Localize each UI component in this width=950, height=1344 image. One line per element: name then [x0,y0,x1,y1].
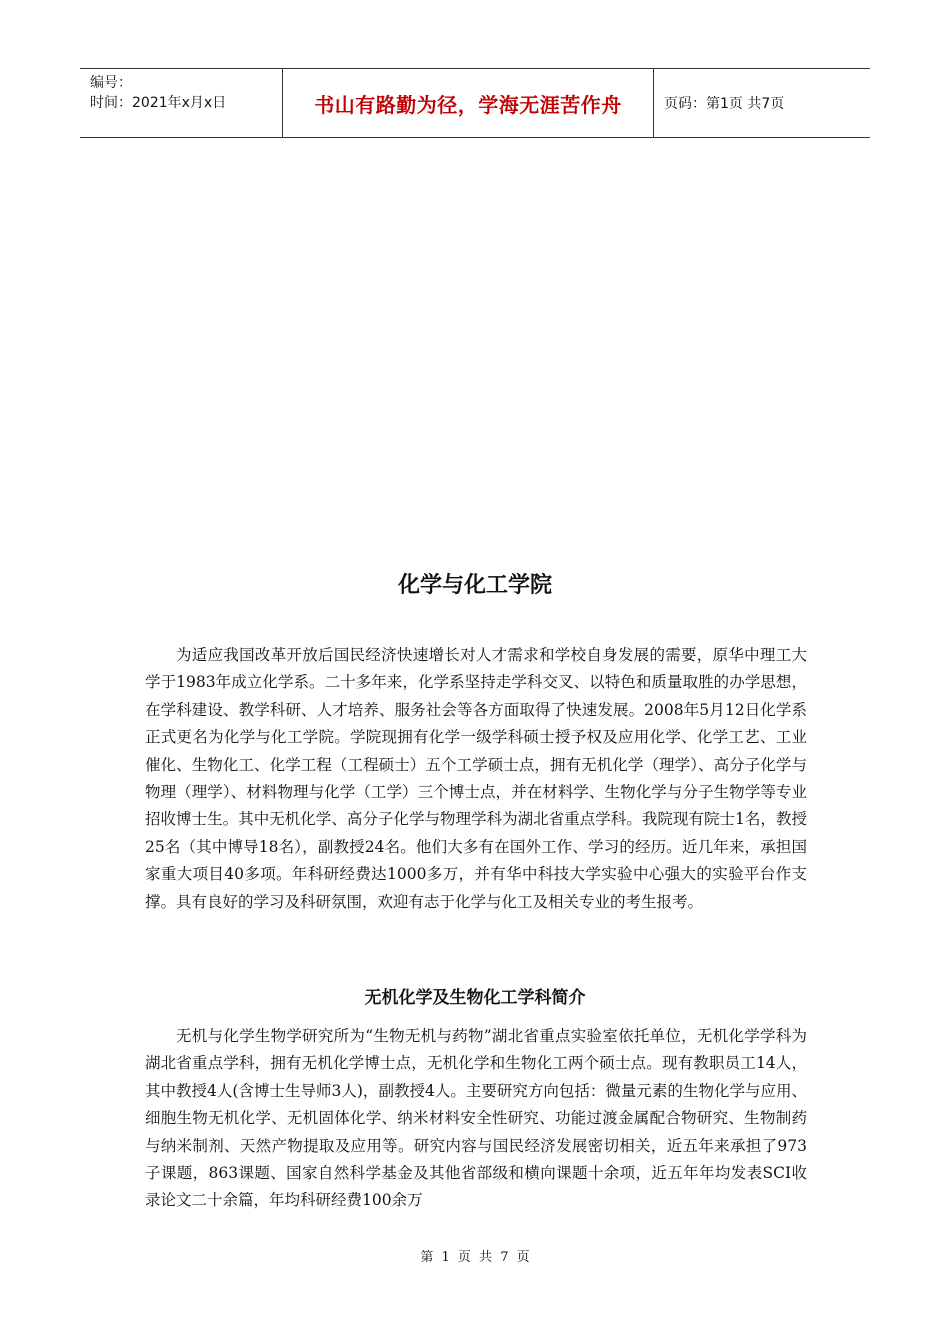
header-meta [80,69,282,137]
header-motto-cell [282,69,654,137]
section-paragraph: 无机与化学生物学研究所为“生物无机与药物”湖北省重点实验室依托单位，无机化学学科为湖北省重点学科，拥有无机化学博士点，无机化学和生物化工两个硕士点。现有教职员工14人，其中教授4人(含博士生导师3人)，副教授4人。主要研究方向包括：微量元素的生物化学与应用、细胞生物无机化学、无机固体化学、纳米材料安全性研究、功能过渡金属配合物研究、生物制药与纳米制剂、天然产物提取及应用等。研究内容与国民经济发展密切相关，近五年来承担了973子课题，863课题、国家自然科学基金及其他省部级和横向课题十余项，近五年年均发表SCI收录论文二十余篇，年均科研经费100余万 [145,1027,807,1210]
header-page-info [654,69,870,137]
section-subtitle: 无机化学及生物化工学科简介 [364,988,586,1008]
page-info-text: 页码：第1页 共7页 [664,96,785,112]
header-motto: 书山有路勤为径，学海无涯苦作舟 [314,92,622,117]
page-footer: 第 1 页 共 7 页 [420,1250,530,1265]
date-label: 时间：2021年x月x日 [90,95,227,111]
document-title: 化学与化工学院 [397,573,552,598]
serial-number-label: 编号： [90,75,132,91]
document-header [80,68,870,138]
intro-paragraph: 为适应我国改革开放后国民经济快速增长对人才需求和学校自身发展的需要，原华中理工大学于1983年成立化学系。二十多年来，化学系坚持走学科交叉、以特色和质量取胜的办学思想，在学科建设、教学科研、人才培养、服务社会等各方面取得了快速发展。2008年5月12日化学系正式更名为化学与化工学院。学院现拥有化学一级学科硕士授予权及应用化学、化学工艺、工业催化、生物化工、化学工程（工程硕士）五个工学硕士点，拥有无机化学（理学）、高分子化学与物理（理学）、材料物理与化学（工学）三个博士点，并在材料学、生物化学与分子生物学等专业招收博士生。其中无机化学、高分子化学与物理学科为湖北省重点学科。我院现有院士1名，教授25名（其中博导18名），副教授24名。他们大多有在国外工作、学习的经历。近几年来，承担国家重大项目40多项。年科研经费达1000多万，并有华中科技大学实验中心强大的实验平台作支撑。具有良好的学习及科研氛围，欢迎有志于化学与化工及相关专业的考生报考。 [145,646,807,911]
